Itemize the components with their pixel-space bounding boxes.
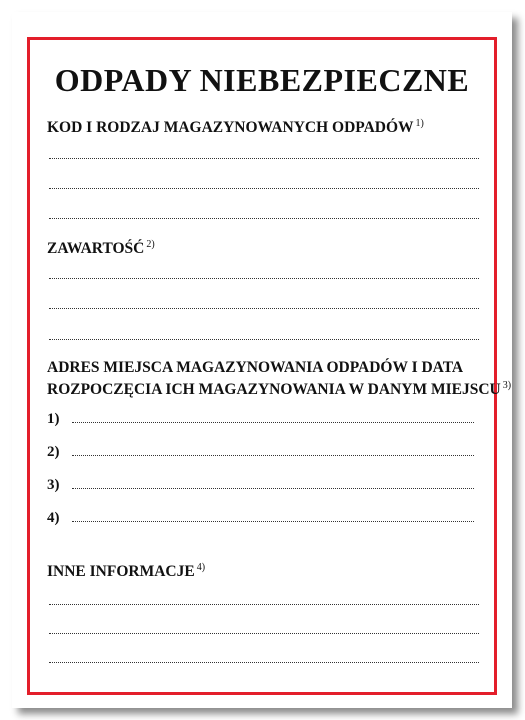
contents-line-2[interactable]	[49, 308, 479, 309]
address-item-1-number: 1)	[47, 411, 60, 427]
footnote-4-marker: 4)	[196, 562, 206, 573]
storage-address-heading	[47, 359, 511, 399]
footnote-2-marker: 2)	[146, 239, 155, 250]
waste-code-line-3[interactable]	[49, 218, 479, 219]
other-info-heading	[47, 559, 205, 581]
storage-address-label-line-1: ADRES MIEJSCA MAGAZYNOWANIA ODPADÓW I DATA	[47, 359, 464, 376]
waste-code-heading	[47, 115, 424, 137]
footnote-1-marker: 1)	[415, 118, 424, 129]
address-item-1-line[interactable]	[72, 422, 474, 423]
other-info-label: INNE INFORMACJE	[47, 563, 195, 580]
storage-address-label-line-2: ROZPOCZĘCIA ICH MAGAZYNOWANIA W DANYM MIEJSCU	[47, 381, 501, 398]
footnote-3-marker: 3)	[502, 380, 512, 391]
address-item-3-number: 3)	[47, 477, 60, 493]
waste-code-line-1[interactable]	[49, 158, 479, 159]
other-info-line-1[interactable]	[49, 604, 479, 605]
contents-line-1[interactable]	[49, 278, 479, 279]
address-item-2-line[interactable]	[72, 455, 474, 456]
storage-address-label-line-2-wrap	[47, 377, 511, 399]
waste-label-sign	[12, 12, 512, 708]
waste-code-line-2[interactable]	[49, 188, 479, 189]
contents-label: ZAWARTOŚĆ	[47, 240, 145, 257]
waste-code-label: KOD I RODZAJ MAGAZYNOWANYCH ODPADÓW	[47, 119, 414, 136]
address-item-4-number: 4)	[47, 510, 60, 526]
address-item-2-number: 2)	[47, 444, 60, 460]
contents-heading	[47, 236, 155, 258]
address-item-4-line[interactable]	[72, 521, 474, 522]
contents-line-3[interactable]	[49, 339, 479, 340]
address-item-3-line[interactable]	[72, 488, 474, 489]
sign-title: ODPADY NIEBEZPIECZNE	[54, 62, 470, 98]
other-info-line-2[interactable]	[49, 633, 479, 634]
other-info-line-3[interactable]	[49, 662, 479, 663]
